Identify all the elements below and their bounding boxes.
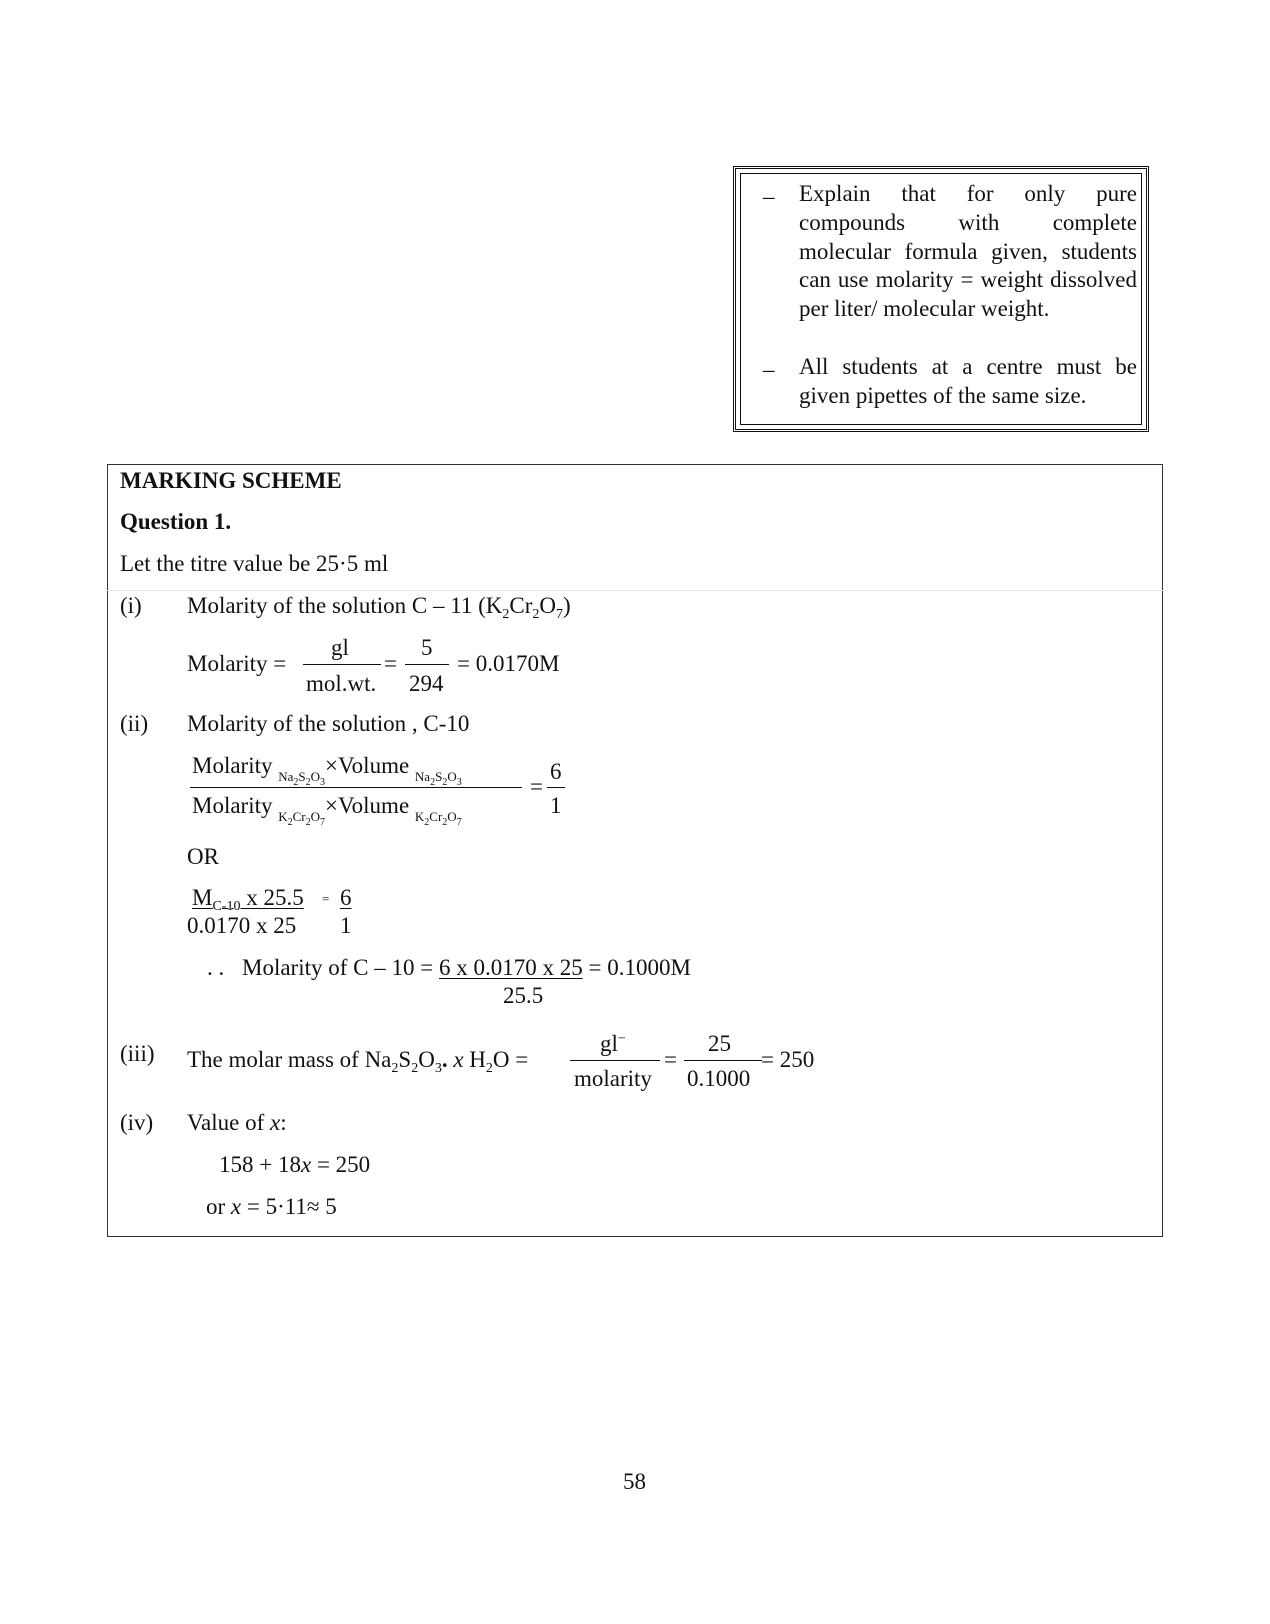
marking-scheme-heading: MARKING SCHEME <box>120 468 342 493</box>
part-ii-ratio-rhs-numerator: 6 <box>550 759 562 784</box>
part-iii-number: (iii) <box>120 1041 155 1066</box>
part-i-number: (i) <box>120 593 142 618</box>
part-i-fraction1-numerator: gl <box>331 635 349 660</box>
part-ii-calculation: Molarity of C – 10 = 6 x 0.0170 x 25 = 0.1000M <box>242 955 691 980</box>
part-iii-fraction1-bar <box>570 1060 660 1061</box>
question-title: Question 1. <box>120 509 232 534</box>
part-ii-therefore-symbol: . . <box>207 955 225 980</box>
titre-intro: Let the titre value be 25·5 ml <box>120 551 389 576</box>
instruction-note-inner-border <box>740 173 1142 425</box>
note-item-pipettes: All students at a centre must be given pipettes of the same size. <box>799 354 1137 408</box>
note-bullet-2: – <box>763 357 775 382</box>
part-ii-or: OR <box>187 844 219 869</box>
part-iii-equals: = <box>664 1047 677 1072</box>
part-ii-number: (ii) <box>120 711 149 736</box>
part-ii-bottom-expression: Molarity $_{K_2Cr_2O_7}$×Volume $_{K_2Cr_2O_7}$ <box>192 793 462 828</box>
part-ii-small-equals: = <box>322 891 330 906</box>
part-i-equals: = <box>384 651 397 676</box>
part-ii-frac2-numerator: 6 <box>340 885 352 910</box>
part-iii-fraction2-numerator: 25 <box>708 1031 731 1056</box>
marking-scheme-divider <box>107 590 1163 591</box>
part-ii-frac2-left-denominator: 0.0170 x 25 <box>187 913 297 938</box>
part-ii-ratio-equals: = <box>530 774 543 799</box>
page-number: 58 <box>623 1469 646 1494</box>
part-iii-fraction2-denominator: 0.1000 <box>687 1066 751 1091</box>
note-bullet-1: – <box>763 184 775 209</box>
part-i-fraction1-denominator: mol.wt. <box>306 671 377 696</box>
part-i-fraction2-denominator: 294 <box>409 671 444 696</box>
part-ii-title: Molarity of the solution , C-10 <box>187 711 470 736</box>
part-iv-answer: or x = 5·11≈ 5 <box>206 1194 337 1219</box>
part-ii-ratio-rhs-denominator: 1 <box>550 793 562 818</box>
part-i-molarity-label: Molarity = <box>187 651 287 676</box>
instruction-note-box <box>733 166 1149 432</box>
part-ii-ratio-rhs-bar <box>547 787 565 788</box>
part-iii-fraction1-numerator: gl− <box>600 1031 626 1056</box>
part-i-fraction2-bar <box>405 664 449 665</box>
part-iii-fraction1-denominator: molarity <box>574 1066 652 1091</box>
part-iv-equation: 158 + 18x = 250 <box>219 1152 371 1177</box>
part-ii-ratio-bar <box>190 787 522 788</box>
part-iii-result: = 250 <box>761 1047 815 1072</box>
part-iv-title: Value of x: <box>187 1110 287 1135</box>
part-i-fraction2-numerator: 5 <box>421 635 433 660</box>
part-iii-text: The molar mass of $Na_2S_2O_3$. x $H_2O$ = <box>187 1047 529 1076</box>
part-i-result: = 0.0170M <box>457 651 560 676</box>
part-ii-calculation-denominator: 25.5 <box>503 983 544 1008</box>
part-ii-frac2-denominator: 1 <box>340 913 352 938</box>
part-iii-fraction2-bar <box>684 1060 762 1061</box>
part-i-fraction1-bar <box>303 664 381 665</box>
part-iv-number: (iv) <box>120 1110 154 1135</box>
part-ii-mc10-numerator: $M_{C-10}$ x 25.5 <box>192 885 304 914</box>
part-i-title: Molarity of the solution C – 11 $(K_2Cr_2O_7)$ <box>187 593 571 622</box>
part-ii-top-expression: Molarity $_{Na_2S_2O_3}$×Volume $_{Na_2S_2O_3}$ <box>192 753 462 788</box>
note-item-molarity: Explain that for only pure compounds with complete molecular formula given, students can use molarity = weight dissolved per liter/ molecular weight. <box>799 181 1137 322</box>
